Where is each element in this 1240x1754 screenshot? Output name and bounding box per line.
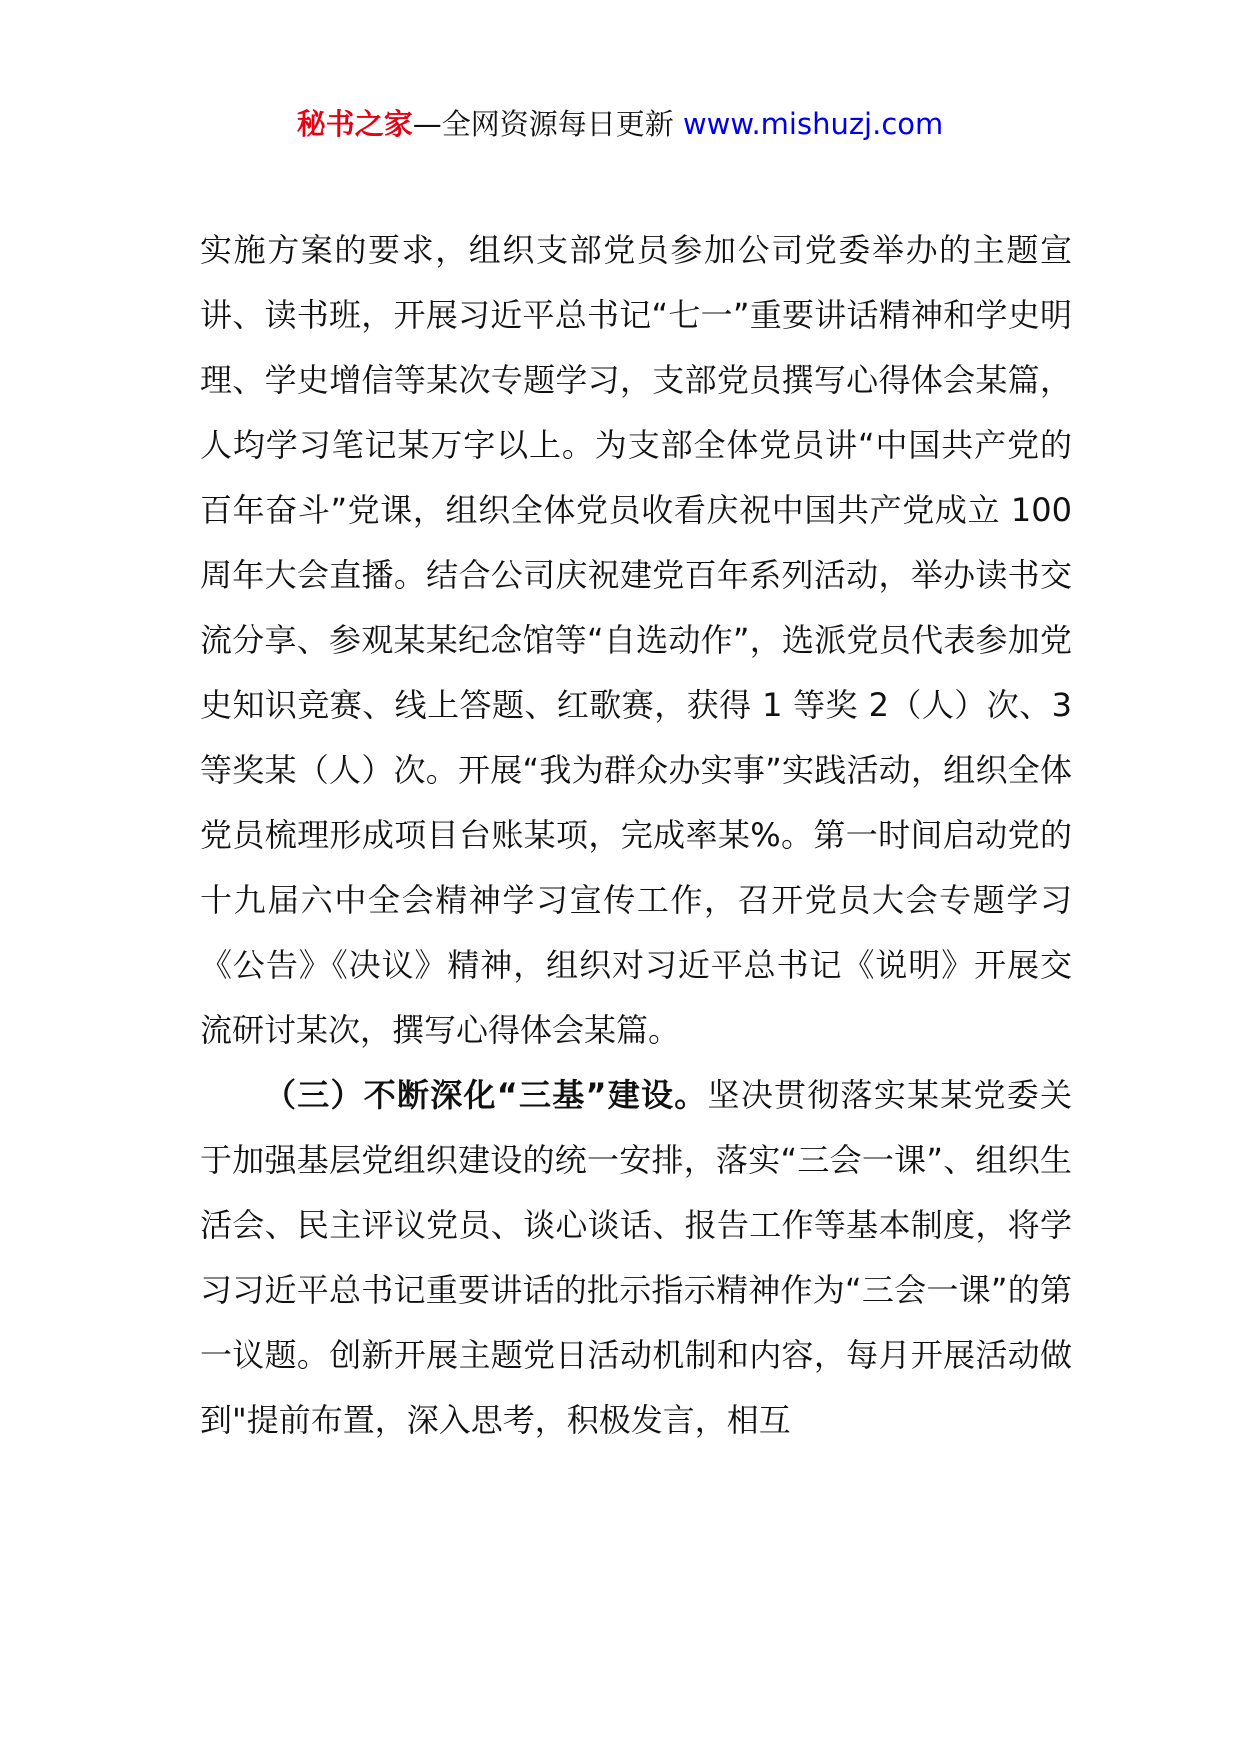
document-body (200, 218, 1072, 1453)
header-tagline: —全网资源每日更新 (412, 107, 674, 141)
site-url-link[interactable]: www.mishuzj.com (682, 107, 944, 141)
page-header (0, 98, 1240, 150)
brand-name: 秘书之家 (296, 107, 413, 141)
section-heading: （三）不断深化“三基”建设。 (264, 1076, 708, 1114)
paragraph-body: 坚决贯彻落实某某党委关于加强基层党组织建设的统一安排，落实“三会一课”、组织生活会、民主评议党员、谈心谈话、报告工作等基本制度，将学习习近平总书记重要讲话的批示指示精神作为“三会一课”的第一议题。创新开展主题党日活动机制和内容，每月开展活动做到"提前布置，深入思考，积极发言，相互 (200, 1076, 1072, 1439)
paragraph-sanji-construction (200, 1063, 1072, 1453)
paragraph-study-activities: 实施方案的要求，组织支部党员参加公司党委举办的主题宣讲、读书班，开展习近平总书记“七一”重要讲话精神和学史明理、学史增信等某次专题学习，支部党员撰写心得体会某篇，人均学习笔记某万字以上。为支部全体党员讲“中国共产党的百年奋斗”党课，组织全体党员收看庆祝中国共产党成立 100 周年大会直播。结合公司庆祝建党百年系列活动，举办读书交流分享、参观某某纪念馆等“自选动作”，选派党员代表参加党史知识竞赛、线上答题、红歌赛，获得 1 等奖 2（人）次、3 等奖某（人）次。开展“我为群众办实事”实践活动，组织全体党员梳理形成项目台账某项，完成率某%。第一时间启动党的十九届六中全会精神学习宣传工作，召开党员大会专题学习《公告》《决议》精神，组织对习近平总书记《说明》开展交流研讨某次，撰写心得体会某篇。 (200, 231, 1072, 1049)
